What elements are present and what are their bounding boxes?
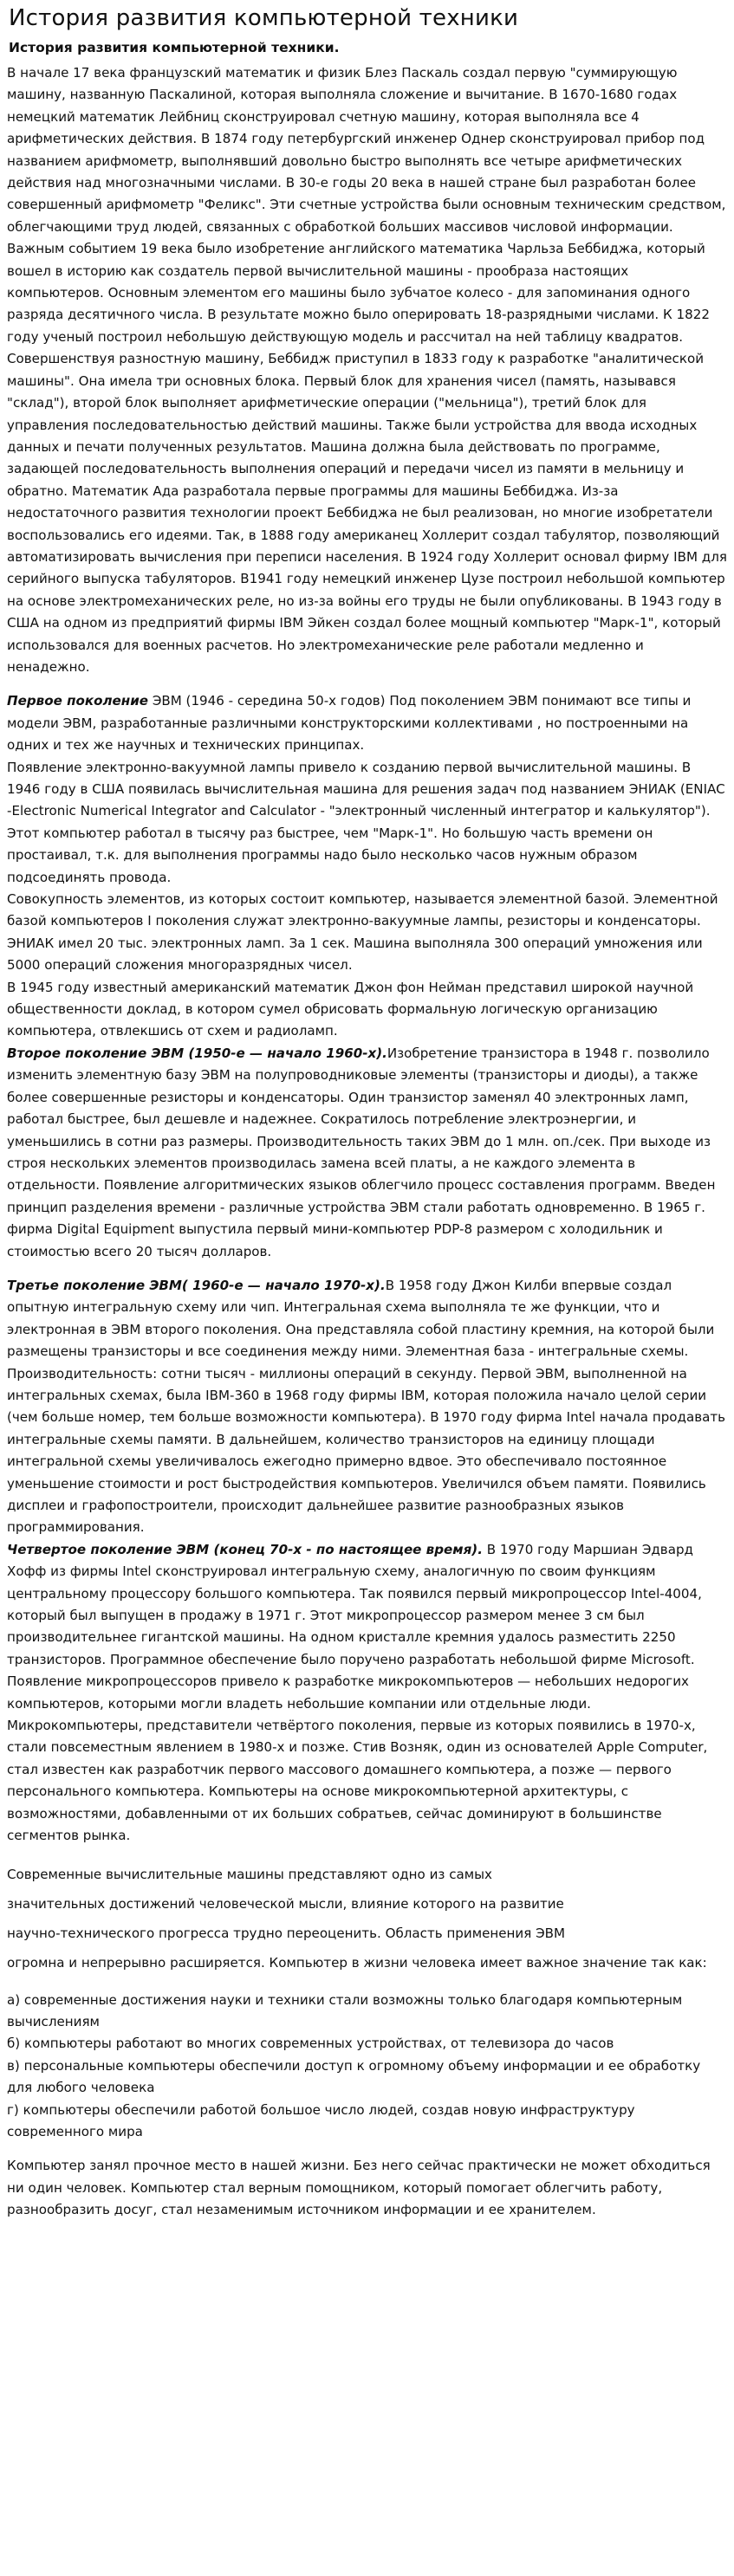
gen3-text: В 1958 году Джон Килби впервые создал опытную интегральную схему или чип. Интегральная схема выполняла те же функции, что и электронная в ЭВМ второго поколения. Она представляла собой пластину кремния, на которой были размещены транзисторы и все соединения между ними. Элементная база - интегральные схемы. Производительность: сотни тысяч - миллионы операций в секунду. Первой ЭВМ, выполненной на интегральных схемах, была IBM-360 в 1968 году фирмы IBM, которая положила начало целой серии (чем больше номер, тем больше возможности компьютера). В 1970 году фирма Intel начала продавать интегральные схемы памяти. В дальнейшем, количество транзисторов на единицу площади интегральной схемы увеличивалось ежегодно примерно вдвое. Это обеспечивало постоянное уменьшение стоимости и рост быстродействия компьютеров. Увеличился объем памяти. Появились дисплеи и графопостроители, происходит дальнейшее развитие разнообразных языков программирования. [7, 1277, 726, 1536]
gen3-heading: Третье поколение ЭВМ( 1960-е — начало 1970-х). [7, 1277, 386, 1293]
list-item: в) персональные компьютеры обеспечили доступ к огромному объему информации и ее обработку для любого человека [7, 2057, 701, 2096]
modern-line-3: научно-технического прогресса трудно переоценить. Область применения ЭВМ [7, 1925, 565, 1941]
spacer [7, 2143, 727, 2155]
page-title: История развития компьютерной техники [9, 5, 519, 31]
spacer [7, 678, 727, 690]
gen1-eniac-paragraph: Появление электронно-вакуумной лампы привело к созданию первой вычислительной машины. В 1946 году в США появилась вычислительная машина для решения задач под названием ЭНИАК (ENIAC -Electronic Numerical Integrator and Calculator - "электронный численный интегратор и калькулятор"). Этот компьютер работал в тысячу раз быстрее, чем "Марк-1". Но большую часть времени он простаивал, т.к. для выполнения программы надо было несколько часов нужным образом подсоединять провода. [7, 759, 725, 885]
gen1-heading: Первое поколение [7, 693, 149, 709]
gen1-paragraph [7, 690, 727, 756]
list-item: а) современные достижения науки и техники стали возможны только благодаря компьютерным вычислениям [7, 1991, 683, 2029]
gen4-heading: Четвертое поколение ЭВМ (конец 70-х - по настоящее время). [7, 1541, 483, 1557]
gen1-neumann-paragraph: В 1945 году известный американский математик Джон фон Нейман представил широкой научной общественности доклад, в котором сумел обрисовать формальную логическую организацию компьютера, отвлекшись от схем и радиоламп. [7, 979, 694, 1039]
gen2-heading: Второе поколение ЭВМ (1950-е — начало 1960-х). [7, 1045, 387, 1061]
gen1-text: ЭВМ (1946 - середина 50-х годов) Под поколением ЭВМ понимают все типы и модели ЭВМ, разработанные различными конструкторскими коллективами , но построенными на одних и тех же научных и технических принципах. [7, 693, 692, 754]
spacer [7, 1263, 727, 1275]
gen1-elements-paragraph: Совокупность элементов, из которых состоит компьютер, называется элементной базой. Элементной базой компьютеров I поколения служат электронно-вакуумные лампы, резисторы и конденсаторы. ЭНИАК имел 20 тыс. электронных ламп. За 1 сек. Машина выполняла 300 операций умножения или 5000 операций сложения многоразрядных чисел. [7, 891, 718, 974]
modern-line-2: значительных достижений человеческой мысли, влияние которого на развитие [7, 1895, 564, 1912]
conclusion-paragraph: Компьютер занял прочное место в нашей жизни. Без него сейчас практически не может обходиться ни один человек. Компьютер стал верным помощником, который помогает облегчить работу, разнообразить досуг, стал незаменимым источником информации и ее хранителем. [7, 2158, 711, 2218]
list-item: г) компьютеры обеспечили работой большое число людей, создав новую инфраструктуру современного мира [7, 2101, 635, 2139]
spacer [7, 1977, 727, 1990]
intro-paragraph: В начале 17 века французский математик и физик Блез Паскаль создал первую "суммирующую машину, названную Паскалиной, которая выполняла сложение и вычитание. В 1670-1680 годах немецкий математик Лейбниц сконструировал счетную машину, которая выполняла все 4 арифметических действия. В 1874 году петербургский инженер Однер сконструировал прибор под названием арифмометр, выполнявший довольно быстро выполнять все четыре арифметических действия над многозначными числами. В 30-е годы 20 века в нашей стране был разработан более совершенный арифмометр "Феликс". Эти счетные устройства были основным техническим средством, облегчающими труд людей, связанных с обработкой больших массивов числовой информации. Важным событием 19 века было изобретение английского математика Чарльза Беббиджа, который вошел в историю как создатель первой вычислительной машины - прообраза настоящих компьютеров. Основным элементом его машины было зубчатое колесо - для запоминания одного разряда десятичного числа. В результате можно было оперировать 18-разрядными числами. К 1822 году ученый построил небольшую действующую модель и рассчитал на ней таблицу квадратов. Совершенствуя разностную машину, Беббидж приступил в 1833 году к разработке "аналитической машины". Она имела три основных блока. Первый блок для хранения чисел (память, назывався "склад"), второй блок выполняет арифметические операции ("мельница"), третий блок для управления последовательностью действий машины. Также были устройства для ввода исходных данных и печати полученных результатов. Машина должна была действовать по программе, задающей последовательность выполнения операций и передачи чисел из памяти в мельницу и обратно. Математик Ада разработала первые программы для машины Беббиджа. Из-за недостаточного развития технологии проект Беббиджа не был реализован, но многие изобретатели воспользовались его идеями. Так, в 1888 году американец Холлерит создал табулятор, позволяющий автоматизировать вычисления при переписи населения. В 1924 году Холлерит основал фирму IBM для серийного выпуска табуляторов. В1941 году немецкий инженер Цузе построил небольшой компьютер на основе электромеханических реле, но из-за войны его труды не были опубликованы. В 1943 году в США на одном из предприятий фирмы IBM Эйкен создал более мощный компьютер "Марк-1", который использовался для военных расчетов. Но электромеханические реле работали медленно и ненадежно. [7, 65, 727, 675]
gen4-text: В 1970 году Маршиан Эдвард Хофф из фирмы Intel сконструировал интегральную схему, аналогичную по своим функциям центральному процессору большого компьютера. Так появился первый микропроцессор Intel-4004, который был выпущен в продажу в 1971 г. Этот микропроцессор размером менее 3 см был производительнее гигантской машины. На одном кристалле кремния удалось разместить 2250 транзисторов. Программное обеспечение было поручено разработать небольшой фирме Microsoft. Появление микропроцессоров привело к разработке микрокомпьютеров — небольших недорогих компьютеров, которыми могли владеть небольшие компании или отдельные люди. Микрокомпьютеры, представители четвёртого поколения, первые из которых появились в 1970-х, стали повсеместным явлением в 1980-х и позже. Стив Возняк, один из основателей Apple Computer, стал известен как разработчик первого массового домашнего компьютера, а позже — первого персонального компьютера. Компьютеры на основе микрокомпьютерной архитектуры, с возможностями, добавленными от их больших собратьев, сейчас доминируют в большинстве сегментов рынка. [7, 1541, 708, 1844]
gen3-paragraph [7, 1275, 727, 1539]
gen2-text: Изобретение транзистора в 1948 г. позволило изменить элементную базу ЭВМ на полупроводниковые элементы (транзисторы и диоды), а также более совершенные резисторы и конденсаторы. Один транзистор заменял 40 электронных ламп, работал быстрее, был дешевле и надежнее. Сократилось потребление электроэнергии, и уменьшились в сотни раз размеры. Производительность таких ЭВМ до 1 млн. оп./сек. При выходе из строя нескольких элементов производилась замена всей платы, а не каждого элемента в отдельности. Появление алгоритмических языков облегчило процесс составления программ. Введен принцип разделения времени - различные устройства ЭВМ стали работать одновременно. В 1965 г. фирма Digital Equipment выпустила первый мини-компьютер PDP-8 размером с холодильник и стоимостью всего 20 тысяч долларов. [7, 1045, 716, 1259]
list-item: б) компьютеры работают во многих современных устройствах, от телевизора до часов [7, 2036, 614, 2052]
modern-line-1: Современные вычислительные машины представляют одно из самых [7, 1866, 492, 1882]
importance-list [7, 1990, 727, 2144]
gen2-paragraph [7, 1043, 727, 1263]
document-subtitle: История развития компьютерной техники. [9, 40, 340, 55]
spacer [7, 1848, 727, 1860]
gen4-paragraph [7, 1539, 727, 1848]
modern-line-4: огромна и непрерывно расширяется. Компьютер в жизни человека имеет важное значение так как: [7, 1954, 707, 1971]
